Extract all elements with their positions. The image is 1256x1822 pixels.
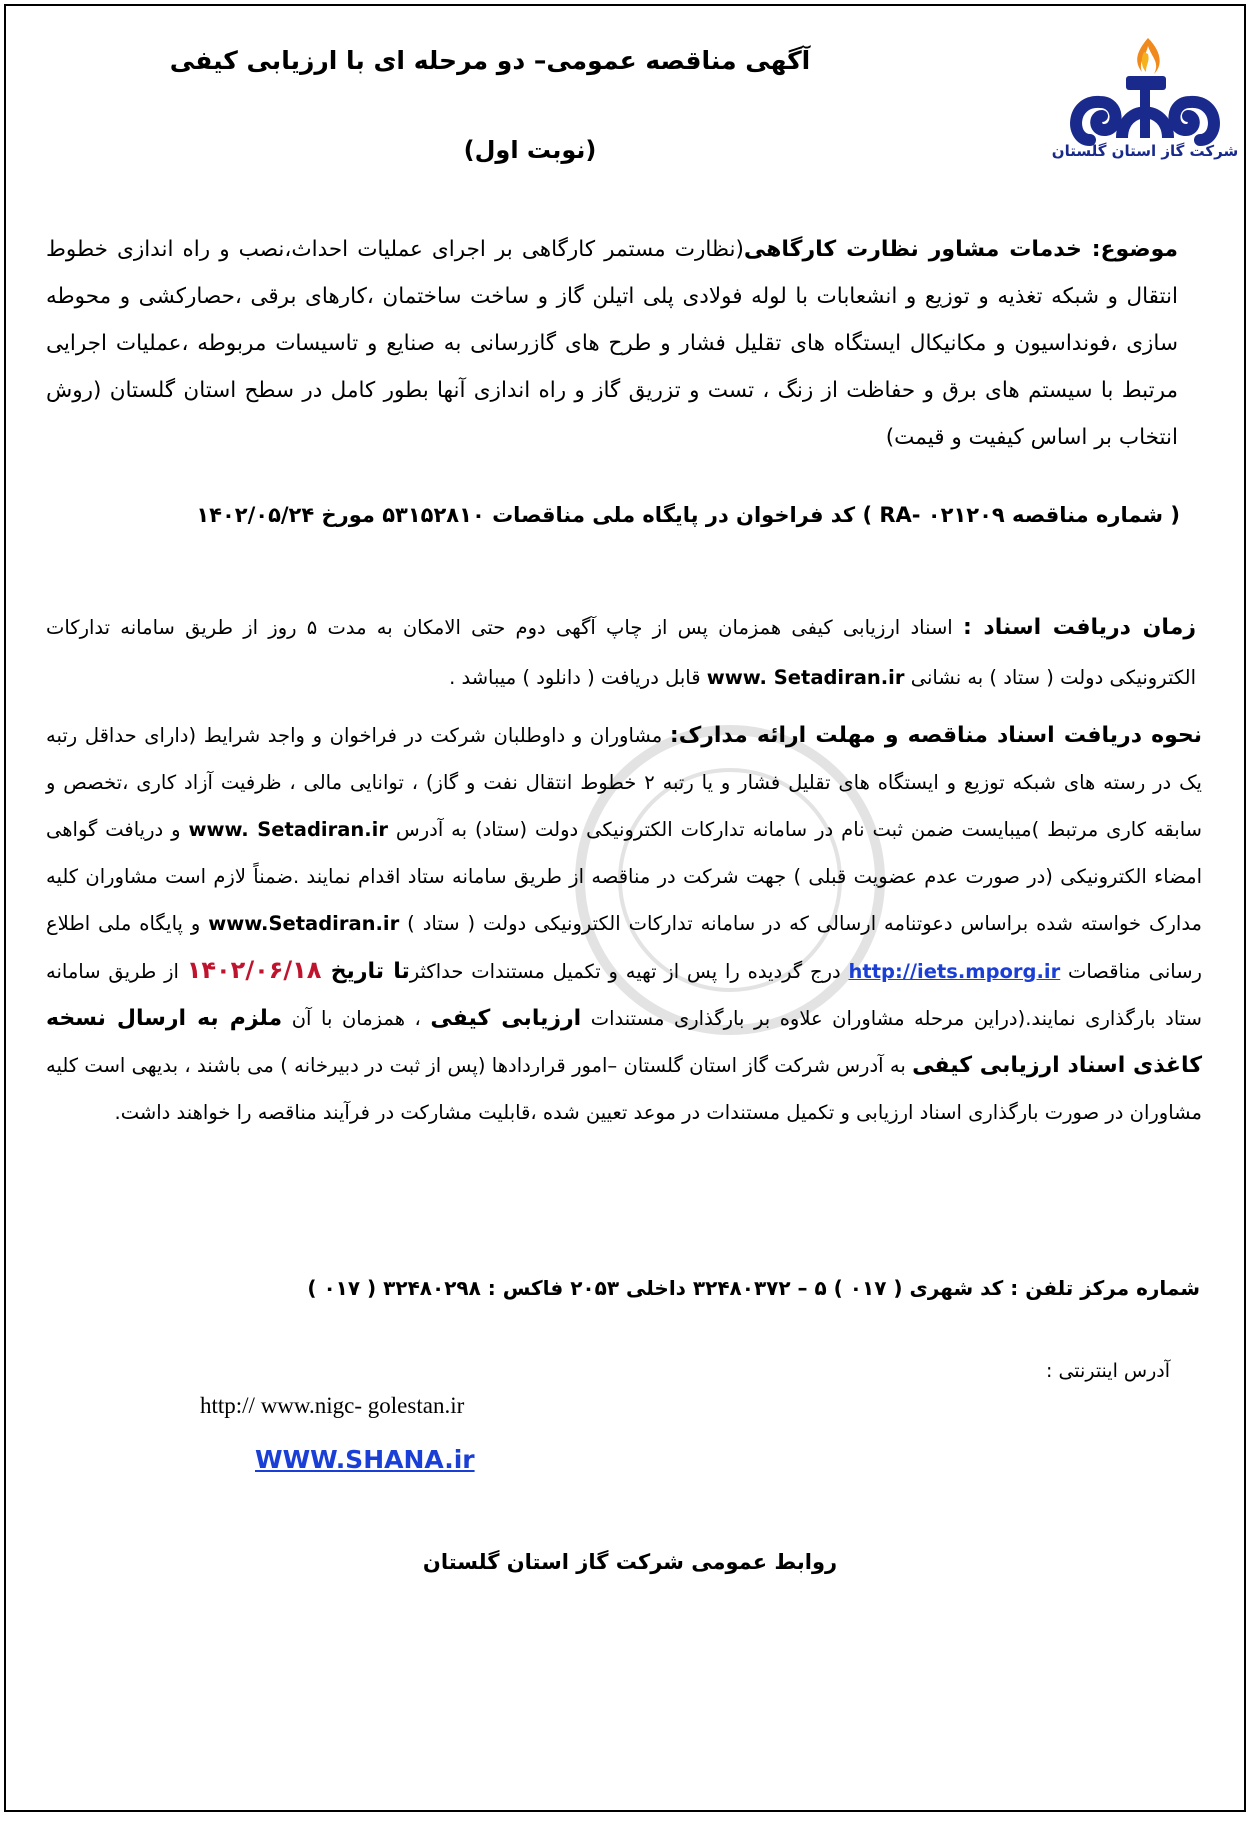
how-text-5: از طریق سامانه ستاد بارگذاری نمایند.(دراین مرحله مشاوران علاوه بر بارگذاری مستندات [46,960,1202,1030]
quality-eval-bold: ارزیابی کیفی [430,1006,582,1031]
how-to-receive-paragraph [46,712,1202,1136]
how-to-receive-label: نحوه دریافت اسناد مناقصه و مهلت ارائه مدارک: [669,723,1202,748]
how-text-6: ، همزمان با آن [282,1007,431,1030]
internet-address-label: آدرس اینترنتی : [1046,1360,1170,1382]
receipt-time-paragraph [46,603,1196,703]
notice-round: (نوبت اول) [463,136,597,164]
subject-label: موضوع: خدمات مشاور نظارت کارگاهی [743,237,1178,262]
receipt-time-text: اسناد ارزیابی کیفی همزمان پس از چاپ آگهی دوم حتی الامکان به مدت ۵ روز از طریق سامانه تدارکات الکترونیکی دولت ( ستاد ) به نشانی [46,616,1196,689]
how-text-3: و پایگاه ملی اطلاع رسانی مناقصات [46,912,1202,983]
phone-line: شماره مرکز تلفن : کد شهری ( ۰۱۷ ) ۵ – ۳۲۴۸۰۳۷۲ داخلی ۲۰۵۳ فاکس : ۳۲۴۸۰۲۹۸ ( ۰۱۷ ) [307,1276,1200,1300]
paper-copy-requirement: ملزم به ارسال نسخه کاغذی اسناد ارزیابی کیفی [46,1006,1202,1078]
deadline-label: تا تاریخ [321,959,410,984]
deadline-date: ۱۴۰۲/۰۶/۱۸ [186,956,322,984]
logo-caption: شرکت گاز استان گلستان [1051,142,1239,160]
notice-title: آگهی مناقصه عمومی– دو مرحله ای با ارزیابی کیفی [169,46,811,75]
how-text-4: درج گردیده را پس از تهیه و تکمیل مستندات حداکثر [409,960,849,983]
iets-link[interactable]: http://iets.mporg.ir [848,960,1061,983]
shana-link[interactable]: WWW.SHANA.ir [255,1445,475,1474]
receipt-time-text-end: قابل دریافت ( دانلود ) میباشد . [449,666,707,689]
tender-number: ( شماره مناقصه RA- ۰۲۱۲۰۹ ) کد فراخوان در پایگاه ملی مناقصات ۵۳۱۵۲۸۱۰ مورخ ۱۴۰۲/۰۵/۲۴ [196,503,1180,527]
receipt-time-label: زمان دریافت اسناد : [962,615,1196,640]
setadiran-link-3[interactable]: www.Setadiran.ir [208,912,400,935]
public-relations-footer: روابط عمومی شرکت گاز استان گلستان [422,1550,838,1574]
subject-text: (نظارت مستمر کارگاهی بر اجرای عملیات احداث،نصب و راه اندازی خطوط انتقال و شبکه تغذیه و توزیع و انشعابات با لوله فولادی پلی اتیلن گاز و ساخت ساختمان ،کارهای برقی ،حصارکشی و محوطه سازی ،فونداسیون و مکانیکال ایستگاه های تقلیل فشار و طرح های گازرسانی به صنایع و تاسیسات مربوطه ،عملیات اجرایی مرتبط با سیستم های برق و حفاظت از زنگ ، تست و تزریق گاز و راه اندازی آنها بطور کامل در سطح استان گلستان (روش انتخاب بر اساس کیفیت و قیمت) [46,237,1178,450]
how-text-7: به آدرس شرکت گاز استان گلستان –امور قراردادها (پس از ثبت در دبیرخانه ) می باشند ، بدیهی است کلیه مشاوران در صورت بارگذاری اسناد ارزیابی و تکمیل مستندات در موعد تعیین شده ،قابلیت مشارکت در فرآیند مناقصه را خواهند داشت. [46,1054,1202,1124]
setadiran-link[interactable]: www. Setadiran.ir [706,666,905,689]
setadiran-link-2[interactable]: www. Setadiran.ir [188,818,388,841]
how-text-1: مشاوران و داوطلبان شرکت در فراخوان و واجد شرایط (دارای حداقل رتبه یک در رسته های شبکه توزیع و ایستگاه های تقلیل فشار و یا رتبه ۲ خطوط انتقال نفت و گاز) ، توانایی مالی ، ظرفیت آزاد کاری ،تخصص و سابقه کاری مرتبط )میبایست ضمن ثبت نام در سامانه تدارکات الکترونیکی دولت (ستاد) به آدرس [46,724,1202,841]
how-text-2: و دریافت گواهی امضاء الکترونیکی (در صورت عدم عضویت قبلی ) جهت شرکت در مناقصه از طریق سامانه ستاد اقدام نمایند .ضمناً لازم است مشاوران کلیه مدارک خواسته شده براساس دعوتنامه ارسالی که در سامانه تدارکات الکترونیکی دولت ( ستاد ) [46,818,1203,935]
company-website-link[interactable]: http:// www.nigc- golestan.ir [200,1393,465,1418]
subject-paragraph [46,226,1178,461]
